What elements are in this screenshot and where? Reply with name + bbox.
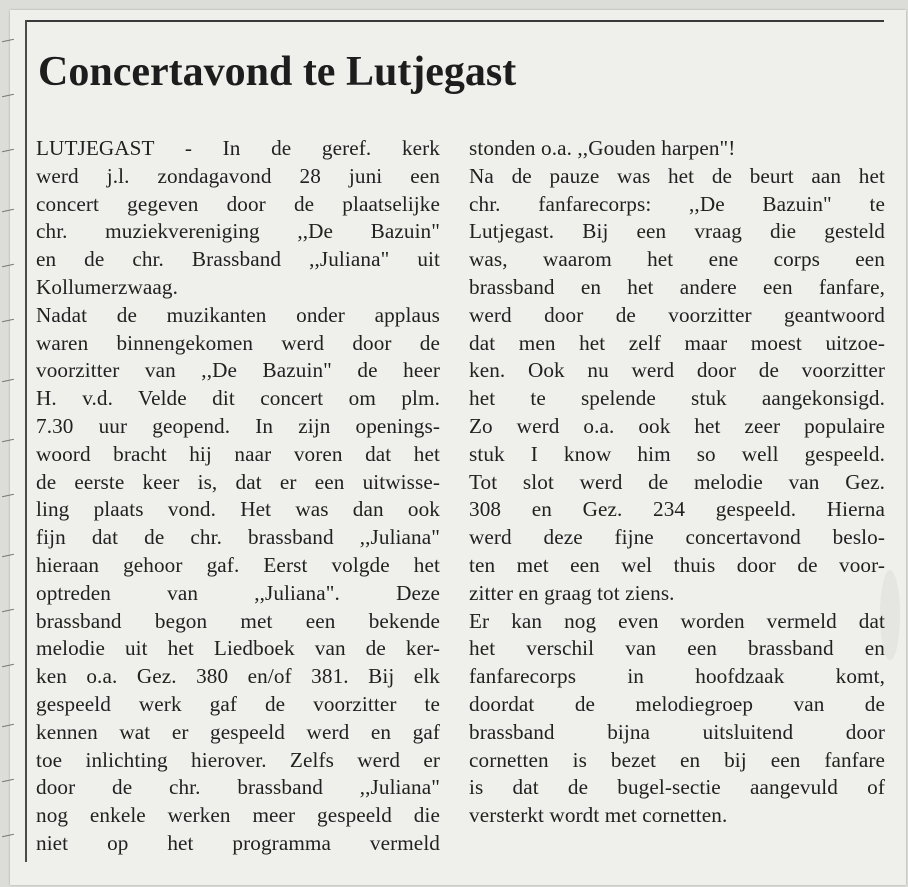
text-line: door de chr. brassband ,,Juliana" bbox=[36, 775, 440, 800]
text-line: kennen wat er gespeeld werd en gaf bbox=[36, 719, 440, 744]
text-line: cornetten is bezet en bij een fanfare bbox=[469, 747, 885, 772]
text-line: brassband bijna uitsluitend door bbox=[469, 719, 885, 744]
text-line: 308 en Gez. 234 gespeeld. Hierna bbox=[469, 497, 885, 522]
text-line: gespeeld werk gaf de voorzitter te bbox=[36, 691, 440, 716]
text-line: ken. Ook nu werd door de voorzitter bbox=[469, 358, 885, 383]
torn-edge bbox=[0, 0, 22, 887]
text-line: stuk I know him so well gespeeld. bbox=[469, 441, 885, 466]
article-headline: Concertavond te Lutjegast bbox=[38, 49, 517, 95]
text-line: Nadat de muzikanten onder applaus bbox=[36, 302, 440, 327]
text-line: woord bracht hij naar voren dat het bbox=[36, 441, 440, 466]
text-line: het verschil van een brassband en bbox=[469, 636, 885, 661]
text-line: 7.30 uur geopend. In zijn openings- bbox=[36, 413, 440, 438]
text-line: ken o.a. Gez. 380 en/of 381. Bij elk bbox=[36, 664, 440, 689]
article-right-column bbox=[469, 135, 885, 855]
text-line: zitter en graag tot ziens. bbox=[469, 580, 675, 605]
text-line: doordat de melodiegroep van de bbox=[469, 691, 885, 716]
text-line: LUTJEGAST - In de geref. kerk bbox=[36, 136, 440, 160]
text-line: brassband en het andere een fanfare, bbox=[469, 274, 885, 299]
text-line: was, waarom het ene corps een bbox=[469, 247, 885, 272]
text-line: is dat de bugel-sectie aangevuld of bbox=[469, 775, 885, 800]
text-line: Na de pauze was het de beurt aan het bbox=[469, 163, 885, 188]
text-line: Zo werd o.a. ook het zeer populaire bbox=[469, 413, 885, 438]
text-line: dat men het zelf maar moest uitzoe- bbox=[469, 330, 885, 355]
text-line: fijn dat de chr. brassband ,,Juliana" bbox=[36, 525, 440, 550]
top-rule bbox=[26, 20, 884, 22]
text-line: Tot slot werd de melodie van Gez. bbox=[469, 469, 885, 494]
text-line: toe inlichting hierover. Zelfs werd er bbox=[36, 747, 440, 772]
text-line: ten met een wel thuis door de voor- bbox=[469, 552, 885, 577]
text-line: melodie uit het Liedboek van de ker- bbox=[36, 636, 440, 661]
text-line: werd deze fijne concertavond beslo- bbox=[469, 525, 885, 550]
text-line: waren binnengekomen werd door de bbox=[36, 330, 440, 355]
text-line: Lutjegast. Bij een vraag die gesteld bbox=[469, 219, 885, 244]
text-line: werd j.l. zondagavond 28 juni een bbox=[36, 163, 440, 188]
text-line: Kollumerzwaag. bbox=[36, 274, 179, 299]
text-line: versterkt wordt met cornetten. bbox=[469, 803, 728, 828]
text-line: hieraan gehoor gaf. Eerst volgde het bbox=[36, 552, 440, 577]
text-line: werd door de voorzitter geantwoord bbox=[469, 302, 885, 327]
text-line: stonden o.a. ,,Gouden harpen"! bbox=[469, 136, 736, 160]
text-line: chr. fanfarecorps: ,,De Bazuin" te bbox=[469, 191, 885, 216]
text-line: concert gegeven door de plaatselijke bbox=[36, 191, 440, 216]
text-line: chr. muziekvereniging ,,De Bazuin" bbox=[36, 219, 440, 244]
text-line: nog enkele werken meer gespeeld die bbox=[36, 803, 440, 828]
left-rule bbox=[25, 20, 27, 862]
text-line: fanfarecorps in hoofdzaak komt, bbox=[469, 664, 885, 689]
article-left-column bbox=[36, 135, 440, 875]
text-line: het te spelende stuk aangekonsigd. bbox=[469, 386, 885, 411]
text-line: voorzitter van ,,De Bazuin" de heer bbox=[36, 358, 440, 383]
text-line: optreden van ,,Juliana". Deze bbox=[36, 580, 440, 605]
text-line: H. v.d. Velde dit concert om plm. bbox=[36, 386, 440, 411]
text-line: ling plaats vond. Het was dan ook bbox=[36, 497, 440, 522]
text-line: niet op het programma vermeld bbox=[36, 830, 440, 855]
text-line: en de chr. Brassband ,,Juliana" uit bbox=[36, 247, 440, 272]
text-line: brassband begon met een bekende bbox=[36, 608, 440, 633]
text-line: de eerste keer is, dat er een uitwisse- bbox=[36, 469, 440, 494]
text-line: Er kan nog even worden vermeld dat bbox=[469, 608, 885, 633]
